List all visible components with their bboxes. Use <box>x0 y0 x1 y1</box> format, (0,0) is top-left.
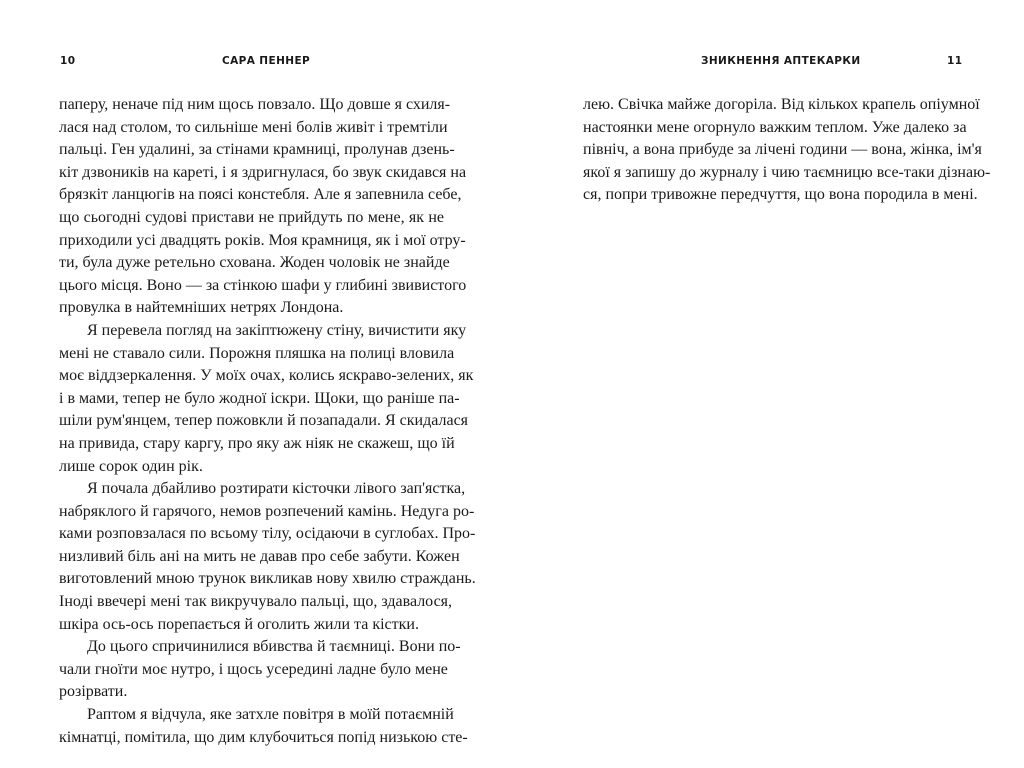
text-line: лише сорок один рік. <box>59 457 203 475</box>
paragraph <box>59 478 476 636</box>
left-page-body <box>59 94 476 749</box>
text-line: якої я запишу до журналу і чию таємницю все-таки дізнаю- <box>583 163 991 181</box>
text-line: ти, була дуже ретельно схована. Жоден чоловік не знайде <box>59 254 450 272</box>
text-line: приходили усі двадцять років. Моя крамниця, як і мої отру- <box>59 231 466 249</box>
text-line: набряклого й гарячого, немов розпечений камінь. Недуга ро- <box>59 502 475 520</box>
text-line: Я почала дбайливо розтирати кісточки лівого зап'ястка, <box>87 480 466 498</box>
paragraph <box>583 94 991 207</box>
text-line: брязкіт ланцюгів на поясі констебля. Але я запевнила себе, <box>59 186 462 204</box>
paragraph <box>59 320 474 478</box>
text-line: настоянки мене огорнуло важким теплом. Уже далеко за <box>583 118 967 136</box>
text-line: ся, попри тривожне передчуття, що вона породила в мені. <box>583 186 978 204</box>
text-line: цього місця. Воно — за стінкою шафи у глибині звивистого <box>59 276 467 294</box>
page-number-left: 10 <box>60 55 76 67</box>
text-line: шіли рум'янцем, тепер пожовкли й позападали. Я скидалася <box>59 412 469 430</box>
text-line: шкіра ось-ось порепається й оголить жили та кістки. <box>59 615 419 633</box>
right-page-body <box>583 94 991 207</box>
text-line: провулка в найтемніших нетрях Лондона. <box>59 299 344 317</box>
text-line: лею. Свічка майже догоріла. Від кількох крапель опіумної <box>583 96 980 113</box>
running-head-right: ЗНИКНЕННЯ АПТЕКАРКИ <box>701 55 861 67</box>
text-line: північ, а вона прибуде за лічені години — вона, жінка, ім'я <box>583 141 982 159</box>
text-line: на привида, стару каргу, про яку аж ніяк не скажеш, що їй <box>59 434 455 452</box>
text-line: розірвати. <box>59 683 128 701</box>
text-line: низливий біль ані на мить не давав про себе забути. Кожен <box>59 547 460 565</box>
text-line: моє віддзеркалення. У моїх очах, колись яскраво-зелених, як <box>59 367 474 385</box>
paragraph <box>59 636 461 704</box>
text-line: Я перевела погляд на закіптюжену стіну, вичистити яку <box>87 321 467 339</box>
text-line: До цього спричинилися вбивства й таємниці. Вони по- <box>87 638 461 656</box>
text-line: і в мами, тепер не було жодної іскри. Щоки, що раніше па- <box>59 389 460 407</box>
text-line: ками розповзалася по всьому тілу, осідаючи в суглобах. Про- <box>59 525 476 543</box>
text-line: кіт дзвоників на кареті, і я здригнулася, бо звук скидався на <box>59 163 467 181</box>
page-number-right: 11 <box>947 55 963 67</box>
text-line: виготовлений мною трунок викликав нову хвилю страждань. <box>59 570 476 588</box>
text-line: Іноді ввечері мені так викручувало пальці, що, здавалося, <box>59 593 453 611</box>
text-line: що сьогодні судові пристави не прийдуть по мене, як не <box>59 208 444 226</box>
paragraph <box>59 704 468 749</box>
text-line: лася над столом, то сильніше мені болів живіт і тремтіли <box>59 118 448 136</box>
text-line: Раптом я відчула, яке затхле повітря в моїй потаємній <box>87 706 454 724</box>
text-line: чали гноїти моє нутро, і щось усередині ладне було мене <box>59 660 448 678</box>
text-line: мені не ставало сили. Порожня пляшка на полиці вловила <box>59 344 455 362</box>
text-line: паперу, неначе під ним щось повзало. Що довше я схиля- <box>59 96 451 113</box>
running-head-left: САРА ПЕННЕР <box>222 55 311 67</box>
text-line: кімнатці, помітила, що дим клубочиться попід низькою сте- <box>59 728 468 746</box>
paragraph <box>59 94 467 320</box>
text-line: пальці. Ген удалині, за стінами крамниці, пролунав дзень- <box>59 141 455 159</box>
